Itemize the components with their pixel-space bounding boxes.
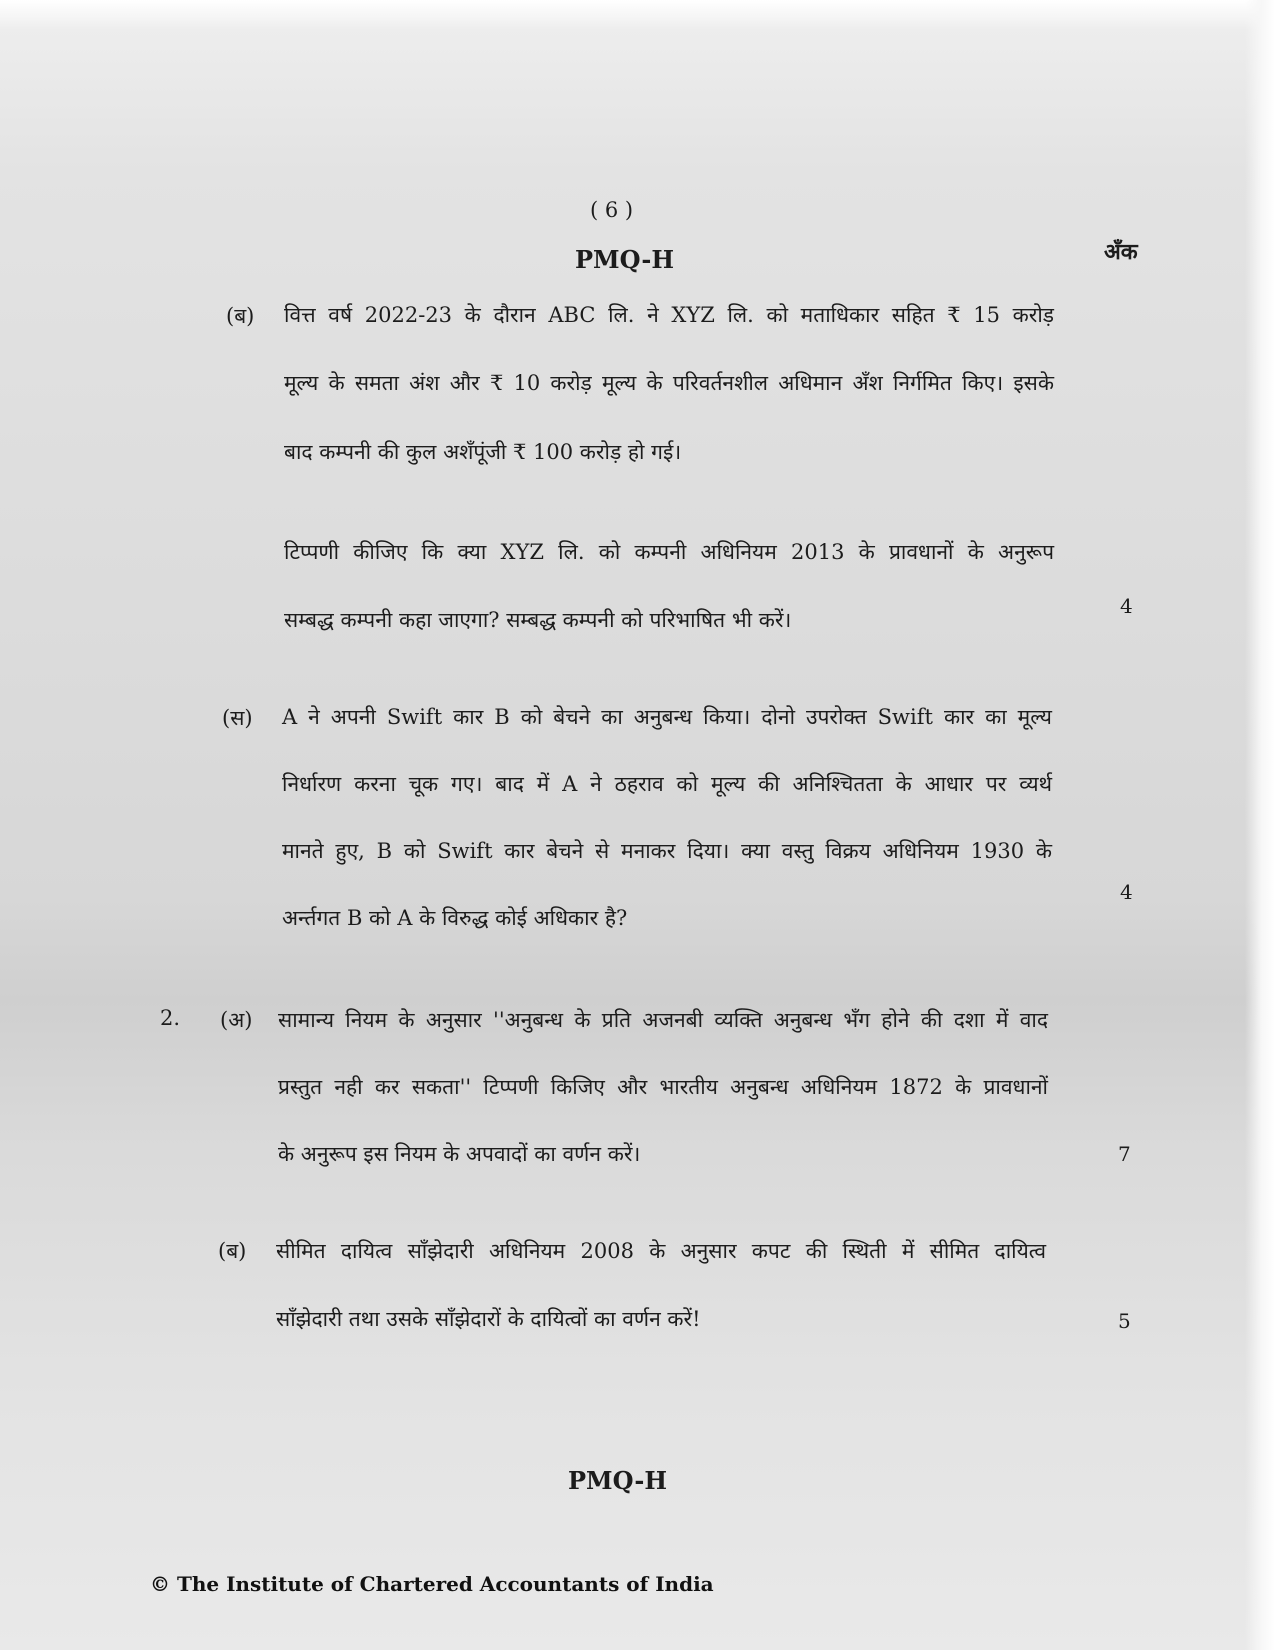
question-marks: 5 bbox=[1118, 1309, 1131, 1333]
question-text-line: साँझेदारी तथा उसके साँझेदारों के दायित्वों का वर्णन करें! bbox=[276, 1307, 701, 1331]
question-text-line: के अनुरूप इस नियम के अपवादों का वर्णन करें। bbox=[278, 1142, 641, 1166]
question-text-line: सीमित दायित्व साँझेदारी अधिनियम 2008 के अनुसार कपट की स्थिती में सीमित दायित्व bbox=[276, 1239, 1046, 1263]
question-text-line: अर्न्तगत B को A के विरुद्ध कोई अधिकार है? bbox=[282, 906, 628, 930]
question-text-line: टिप्पणी कीजिए कि क्या XYZ लि. को कम्पनी अधिनियम 2013 के प्रावधानों के अनुरूप bbox=[284, 540, 1054, 564]
question-label: (ब) bbox=[226, 304, 255, 328]
scan-top-edge bbox=[0, 0, 1275, 30]
question-text-line: बाद कम्पनी की कुल अशँपूंजी ₹ 100 करोड़ हो गई। bbox=[284, 440, 682, 464]
question-text-line: सामान्य नियम के अनुसार ''अनुबन्ध के प्रति अजनबी व्यक्ति अनुबन्ध भँग होने की दशा में वाद bbox=[278, 1008, 1048, 1032]
copyright-notice: © The Institute of Chartered Accountants of India bbox=[150, 1572, 714, 1596]
question-marks: 4 bbox=[1120, 880, 1133, 904]
scan-right-edge bbox=[1245, 0, 1275, 1650]
question-label: (स) bbox=[222, 706, 253, 730]
page-number: ( 6 ) bbox=[590, 198, 634, 222]
question-marks: 7 bbox=[1118, 1142, 1131, 1166]
question-number: 2. bbox=[160, 1006, 181, 1030]
question-text-line: सम्बद्ध कम्पनी कहा जाएगा? सम्बद्ध कम्पनी को परिभाषित भी करें। bbox=[284, 608, 792, 632]
question-text-line: मूल्य के समता अंश और ₹ 10 करोड़ मूल्य के परिवर्तनशील अधिमान अँश निर्गमित किए। इसके bbox=[284, 371, 1054, 395]
paper-code-footer: PMQ-H bbox=[568, 1466, 668, 1495]
question-text-line: A ने अपनी Swift कार B को बेचने का अनुबन्ध किया। दोनो उपरोक्त Swift कार का मूल्य bbox=[282, 705, 1052, 729]
question-text-line: प्रस्तुत नही कर सकता'' टिप्पणी किजिए और भारतीय अनुबन्ध अधिनियम 1872 के प्रावधानों bbox=[278, 1075, 1048, 1099]
question-label: (ब) bbox=[218, 1239, 247, 1263]
question-marks: 4 bbox=[1120, 594, 1133, 618]
paper-code-header: PMQ-H bbox=[575, 245, 675, 274]
marks-column-heading: अँक bbox=[1104, 239, 1138, 265]
question-text-line: मानते हुए, B को Swift कार बेचने से मनाकर दिया। क्या वस्तु विक्रय अधिनियम 1930 के bbox=[282, 839, 1052, 863]
question-label: (अ) bbox=[220, 1008, 253, 1032]
question-text-line: वित्त वर्ष 2022-23 के दौरान ABC लि. ने XYZ लि. को मताधिकार सहित ₹ 15 करोड़ bbox=[284, 303, 1054, 327]
question-text-line: निर्धारण करना चूक गए। बाद में A ने ठहराव को मूल्य की अनिश्चितता के आधार पर व्यर्थ bbox=[282, 772, 1052, 796]
